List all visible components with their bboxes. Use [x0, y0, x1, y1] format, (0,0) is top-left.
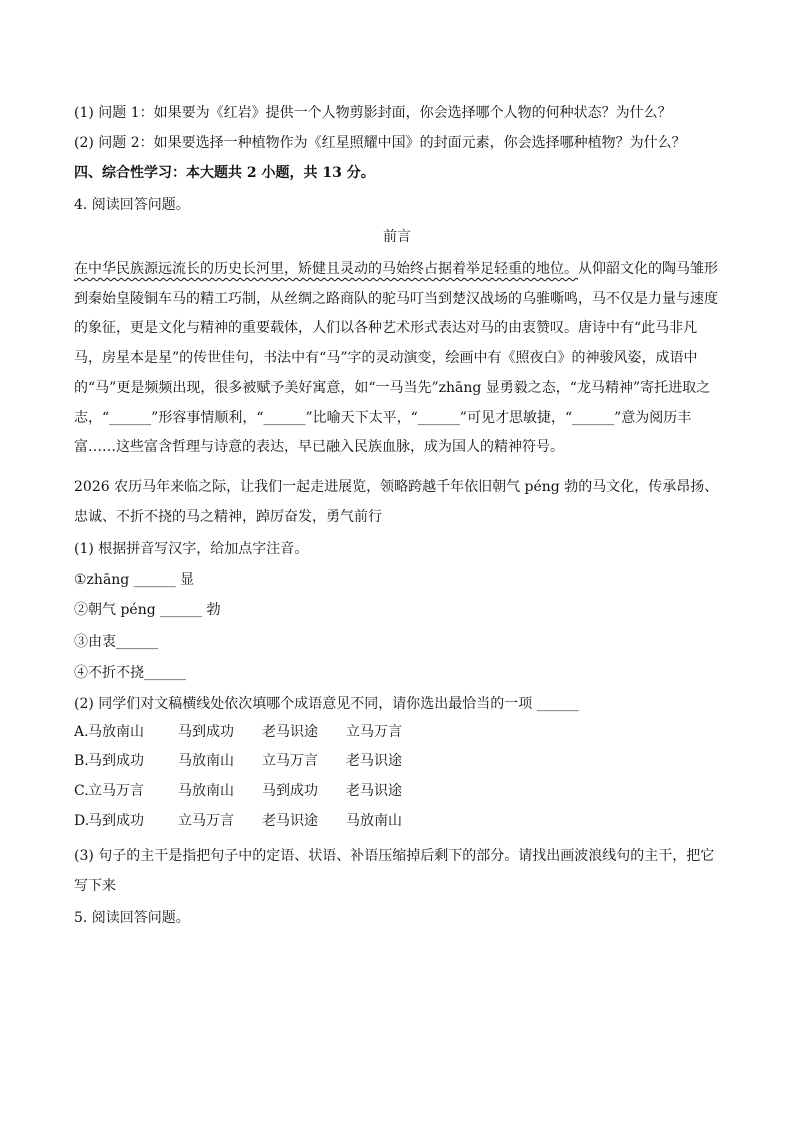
- option-phrase: 马放南山: [88, 724, 144, 740]
- option-phrase: 老马识途: [262, 724, 318, 740]
- option-phrase: 老马识途: [262, 813, 318, 829]
- option-phrase: 马到成功: [178, 724, 234, 740]
- option-letter: D.: [74, 813, 90, 829]
- fill-item-1: ①zhāng ______ 显: [74, 572, 195, 588]
- passage-paragraph-1: [74, 255, 720, 463]
- option-phrase: 老马识途: [346, 753, 402, 769]
- option-phrase: 立马万言: [262, 753, 318, 769]
- option-phrase: 马放南山: [346, 813, 402, 829]
- option-phrase: 立马万言: [88, 783, 144, 799]
- fill-item-2: ②朝气 péng ______ 勃: [74, 602, 221, 618]
- option-letter: C.: [74, 783, 89, 799]
- option-b: [74, 751, 594, 771]
- item-5-heading: 5. 阅读回答问题。: [74, 910, 190, 926]
- option-d: [74, 811, 594, 831]
- option-letter: B.: [74, 753, 89, 769]
- item-4-heading: 4. 阅读回答问题。: [74, 197, 190, 213]
- option-phrase: 马到成功: [262, 783, 318, 799]
- option-phrase: 立马万言: [178, 813, 234, 829]
- wavy-sentence: 在中华民族源远流长的历史长河里，矫健且灵动的马始终占据着举足轻重的地位。: [74, 261, 578, 277]
- question-1: (1) 问题 1：如果要为《红岩》提供一个人物剪影封面，你会选择哪个人物的何种状态？为什么？: [74, 105, 672, 121]
- paragraph-1-text: 从仰韶文化的陶马雏形到秦始皇陵铜车马的精工巧制，从丝绸之路商队的驼马叮当到楚汉战场的乌骓嘶鸣，马不仅是力量与速度的象征，更是文化与精神的重要载体，人们以各种艺术形式表达对马的由衷赞叹。唐诗中有“此马非凡马，房星本是星”的传世佳句，书法中有“马”字的灵动演变，绘画中有《照夜白》的神骏风姿，成语中的“马”更是频频出现，很多被赋予美好寓意，如“一马当先”zhāng 显勇毅之态，“龙马精神”寄托进取之志，“______”形容事情顺利，“______”比喻天下太平，“______”可见才思敏捷，“______”意为阅历丰富……这些富含哲理与诗意的表达，早已融入民族血脉，成为国人的精神符号。: [74, 261, 718, 456]
- sub-question-1: (1) 根据拼音写汉字，给加点字注音。: [74, 541, 309, 557]
- option-letter: A.: [74, 724, 89, 740]
- option-phrase: 马放南山: [178, 753, 234, 769]
- sub-question-2: (2) 同学们对文稿横线处依次填哪个成语意见不同，请你选出最恰当的一项 ______: [74, 696, 579, 712]
- sub-question-3: (3) 句子的主干是指把句子中的定语、状语、补语压缩掉后剩下的部分。请找出画波浪线句的主干，把它写下来: [74, 848, 715, 894]
- option-phrase: 马到成功: [88, 753, 144, 769]
- option-phrase: 立马万言: [346, 724, 402, 740]
- option-c: [74, 781, 594, 801]
- fill-item-3: ③由衷______: [74, 634, 158, 650]
- fill-item-4: ④不折不挠______: [74, 665, 186, 681]
- option-a: [74, 722, 594, 742]
- question-2: (2) 问题 2：如果要选择一种植物作为《红星照耀中国》的封面元素，你会选择哪种植物？为什么？: [74, 135, 686, 151]
- passage-paragraph-2: 2026 农历马年来临之际，让我们一起走进展览，领略跨越千年依旧朝气 péng 勃的马文化，传承昂扬、忠诚、不折不挠的马之精神，踔厉奋发，勇气前行: [74, 479, 719, 525]
- option-phrase: 马放南山: [178, 783, 234, 799]
- option-phrase: 马到成功: [88, 813, 144, 829]
- section-heading: 四、综合性学习：本大题共 2 小题，共 13 分。: [74, 165, 375, 181]
- passage-title: 前言: [383, 229, 411, 245]
- option-phrase: 老马识途: [346, 783, 402, 799]
